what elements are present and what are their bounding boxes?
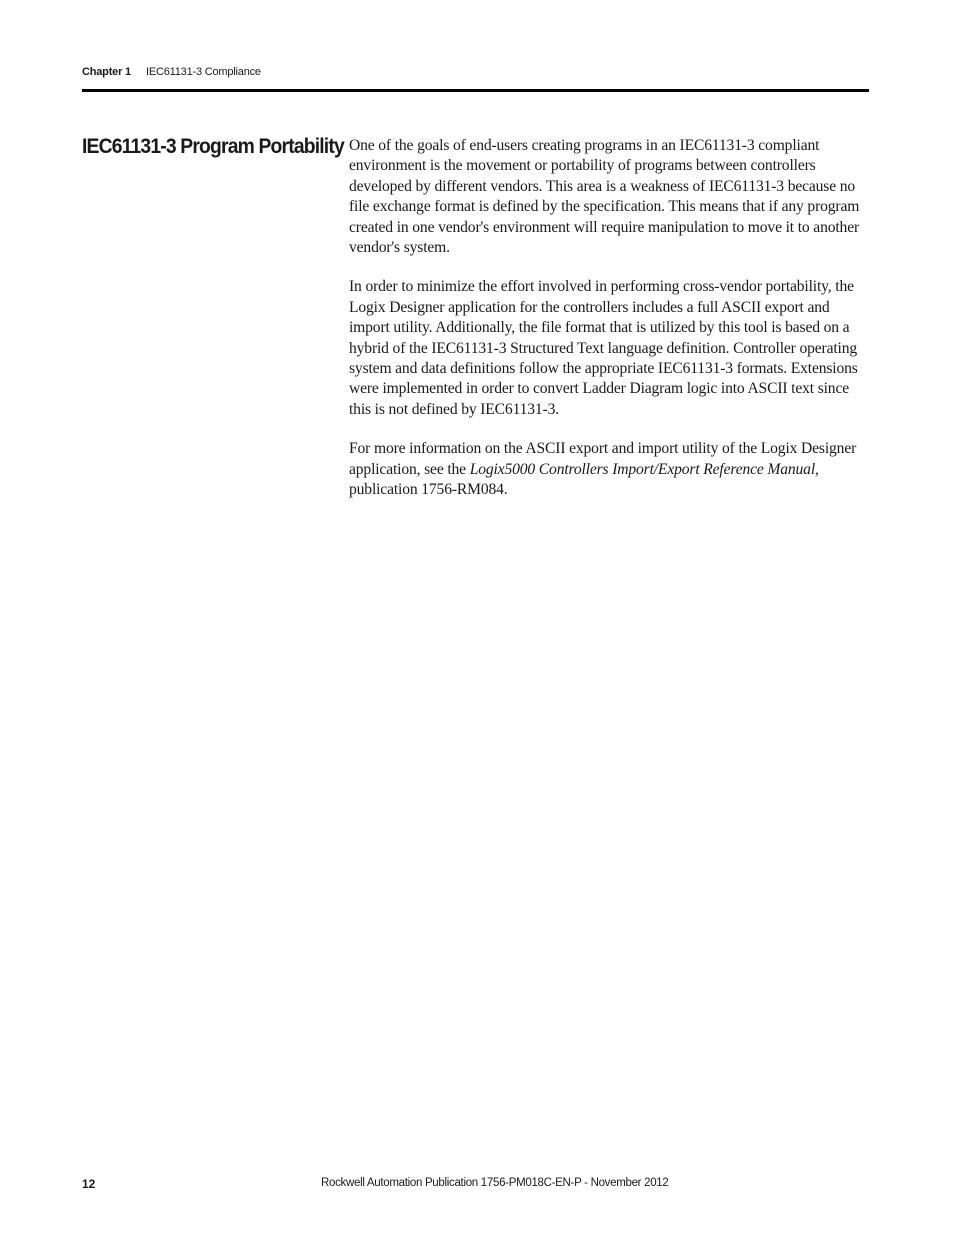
paragraph-portability-goal: One of the goals of end-users creating programs in an IEC61131-3 compliant environment is the movement or portability of programs between controllers developed by different vendors. This area is a weakness of IEC61131-3 because no file exchange format is defined by the specification. This means that if any program created in one vendor's environment will require manipulation to move it to another vendor's system. xyxy=(349,137,860,257)
chapter-title: IEC61131-3 Compliance xyxy=(146,66,261,78)
paragraph-ascii-utility: In order to minimize the effort involved in performing cross-vendor portability, the Logix Designer application for the controllers includes a full ASCII export and import utility. Additionally, the file format that is utilized by this tool is based on a hybrid of the IEC61131-3 Structured Text language definition. Controller operating system and data definitions follow the appropriate IEC61131-3 formats. Extensions were implemented in order to convert Ladder Diagram logic into ASCII text since this is not defined by IEC61131-3. xyxy=(349,278,858,418)
more-info-text: For more information on the ASCII export and import utility of the Logix Designer application, see the xyxy=(349,440,857,478)
header-rule xyxy=(82,89,869,92)
reference-manual-title: Logix5000 Controllers Import/Export Reference Manual xyxy=(469,460,816,478)
section-title: IEC61131-3 Program Portability xyxy=(82,135,344,158)
publication-footer: Rockwell Automation Publication 1756-PM018C-EN-P - November 2012 xyxy=(321,1177,669,1189)
body-text xyxy=(349,136,869,520)
publication-reference: , publication 1756-RM084. xyxy=(349,460,819,499)
page-number: 12 xyxy=(82,1177,96,1191)
paragraph-more-info xyxy=(349,439,869,500)
chapter-label: Chapter 1 xyxy=(82,66,131,78)
running-header xyxy=(82,66,869,82)
